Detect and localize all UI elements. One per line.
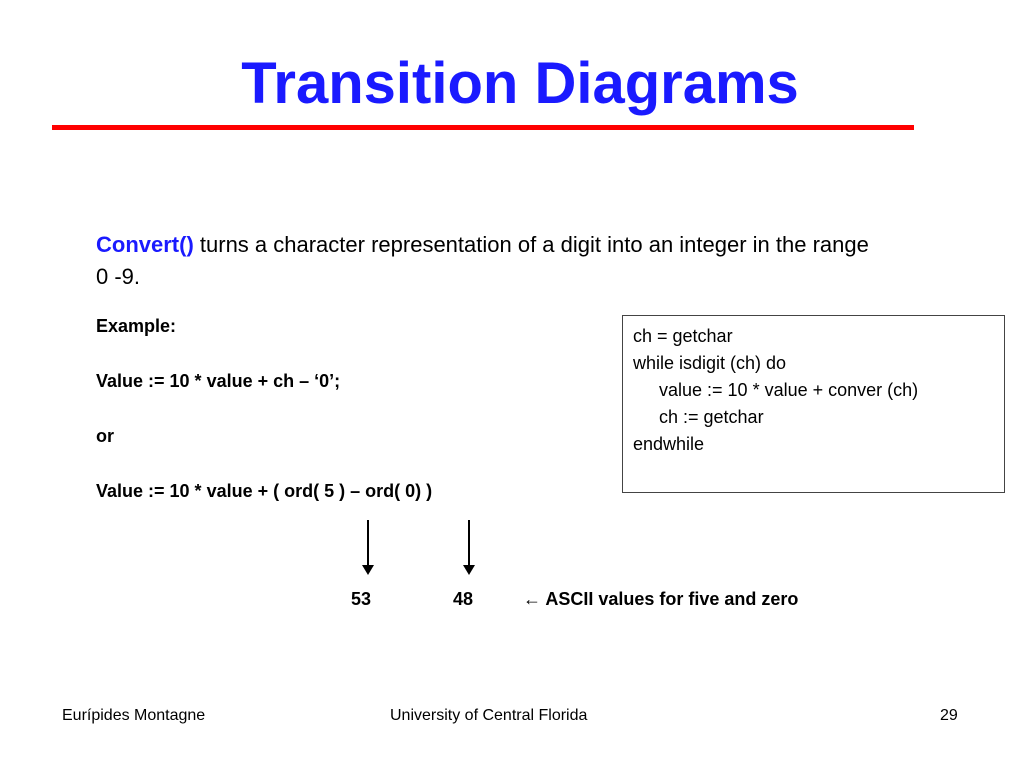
statement-ord-form: Value := 10 * value + ( ord( 5 ) – ord( 0) ) [96,481,433,501]
ascii-note: ← ASCII values for five and zero [523,589,799,609]
intro-text: turns a character representation of a digit into an integer in the range 0 -9. [96,232,869,289]
page-number: 29 [940,707,958,724]
pseudocode-box [622,315,1005,493]
title-underline [52,125,914,130]
code-line: while isdigit (ch) do [633,353,787,373]
ascii-value-zero: 48 [453,589,474,609]
code-line: value := 10 * value + conver (ch) [659,380,919,400]
arrow-down-icon [367,520,369,566]
or-label: or [96,426,114,446]
arrow-down-icon [468,520,470,566]
footer-author: Eurípides Montagne [62,707,206,724]
example-label: Example: [96,316,177,336]
code-line: ch := getchar [659,407,764,427]
statement-char-form: Value := 10 * value + ch – ‘0’; [96,371,341,391]
intro-paragraph [96,229,876,293]
slide-title: Transition Diagrams [241,51,799,116]
footer-institution: University of Central Florida [390,707,588,724]
code-line: endwhile [633,434,705,454]
function-name: Convert() [96,232,194,257]
code-line: ch = getchar [633,326,733,346]
ascii-value-five: 53 [351,589,372,609]
